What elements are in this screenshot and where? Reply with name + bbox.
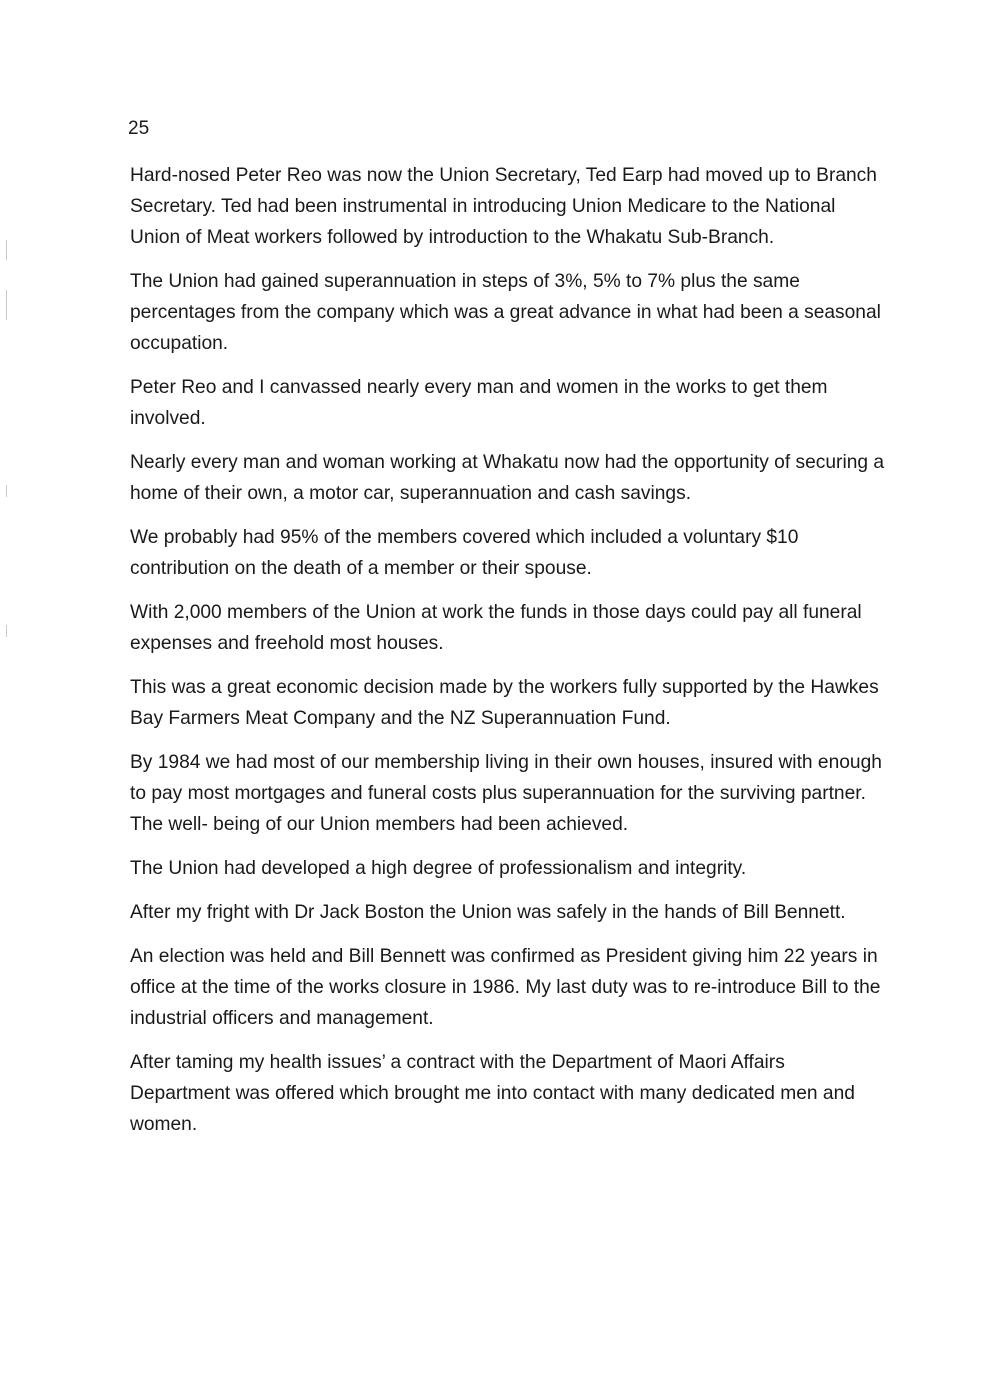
paragraph: The Union had developed a high degree of professionalism and integrity. xyxy=(130,858,747,879)
paragraph: An election was held and Bill Bennett was confirmed as President giving him 22 years in office at the time of the works closure in 1986. My last duty was to re-introduce Bill to the industrial officers and management. xyxy=(130,946,881,1029)
paragraph: By 1984 we had most of our membership living in their own houses, insured with enough to pay most mortgages and funeral costs plus superannuation for the surviving partner. The well- being of our Union members had been achieved. xyxy=(130,752,882,835)
paragraph: Hard-nosed Peter Reo was now the Union Secretary, Ted Earp had moved up to Branch Secretary. Ted had been instrumental in introducing Union Medicare to the National Union of Meat workers followed by introduction to the Whakatu Sub-Branch. xyxy=(130,165,877,248)
scan-edge-mark xyxy=(6,290,7,320)
paragraph: The Union had gained superannuation in steps of 3%, 5% to 7% plus the same percentages from the company which was a great advance in what had been a seasonal occupation. xyxy=(130,271,881,354)
paragraph: After my fright with Dr Jack Boston the Union was safely in the hands of Bill Bennett. xyxy=(130,902,846,923)
body-text xyxy=(130,160,890,1153)
paragraph: We probably had 95% of the members covered which included a voluntary $10 contribution on the death of a member or their spouse. xyxy=(130,527,799,579)
paragraph: Nearly every man and woman working at Whakatu now had the opportunity of securing a home of their own, a motor car, superannuation and cash savings. xyxy=(130,452,885,504)
page-number: 25 xyxy=(128,118,150,139)
scan-edge-mark xyxy=(6,240,7,260)
scan-edge-mark xyxy=(6,625,7,637)
paragraph: Peter Reo and I canvassed nearly every man and women in the works to get them involved. xyxy=(130,377,828,429)
paragraph: This was a great economic decision made by the workers fully supported by the Hawkes Bay Farmers Meat Company and the NZ Superannuation Fund. xyxy=(130,677,879,729)
scan-edge-mark xyxy=(6,485,7,497)
paragraph: With 2,000 members of the Union at work the funds in those days could pay all funeral expenses and freehold most houses. xyxy=(130,602,862,654)
paragraph: After taming my health issues’ a contract with the Department of Maori Affairs Department was offered which brought me into contact with many dedicated men and women. xyxy=(130,1052,855,1135)
